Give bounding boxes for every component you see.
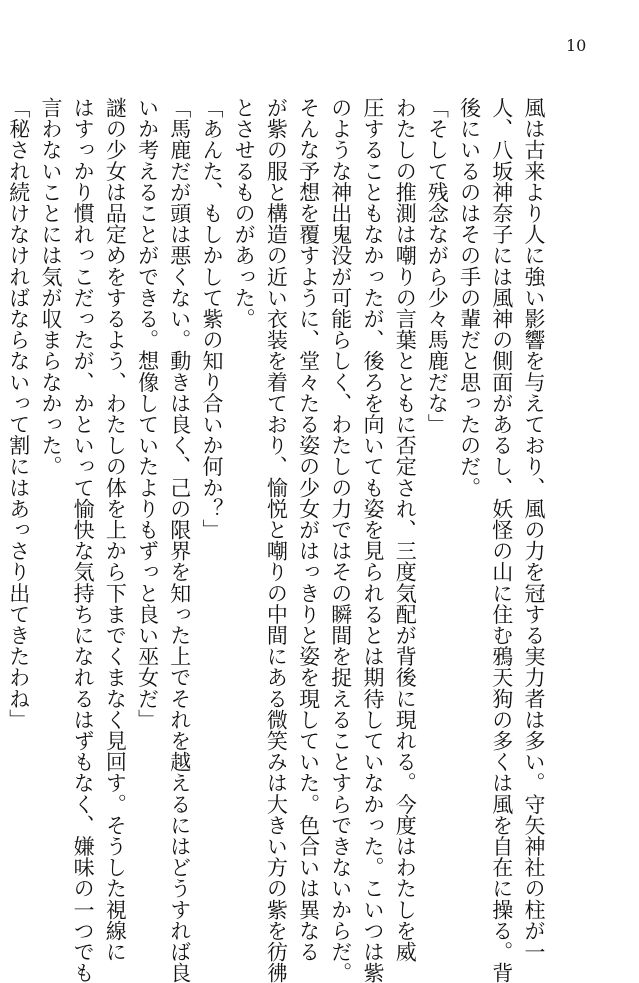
text-line: わたしの推測は嘲りの言葉とともに否定され、三度気配が背後に現れる。今度はわたしを威: [393, 97, 418, 963]
text-line: いか考えることができる。想像していたよりもずっと良い巫女だ」: [135, 97, 160, 730]
vertical-body-text: [6, 97, 550, 983]
page-number: 10: [566, 36, 587, 55]
text-line: 謎の少女は品定めをするよう、わたしの体を上から下までくまなく見回す。そうした視線に: [103, 97, 128, 963]
dialogue-line: 「秘され続けなければならないって割にはあっさり出てきたわね」: [6, 97, 31, 730]
dialogue-line: 「あんた、もしかして紫の知り合いか何か？」: [199, 97, 224, 541]
text-line: とさせるものがあった。: [232, 97, 257, 330]
text-line: 言わないことには気が収まらなかった。: [38, 97, 63, 477]
text-line: そんな予想を覆すように、堂々たる姿の少女がはっきりと姿を現していた。色合いは異なる: [296, 97, 321, 963]
text-line: はすっかり慣れっこだったが、かといって愉快な気持ちになれるはずもなく、嫌味の一つでも: [71, 97, 96, 983]
dialogue-line: 「馬鹿だが頭は悪くない。動きは良く、己の限界を知った上でそれを越えるにはどうすれば良: [167, 97, 192, 983]
text-line: のような神出鬼没が可能らしく、わたしの力ではその瞬間を捉えることすらできないからだ。: [328, 97, 353, 983]
text-line: 人、八坂神奈子には風神の側面があるし、妖怪の山に住む鴉天狗の多くは風を自在に操る。背: [489, 97, 514, 983]
text-line: が紫の服と構造の近い衣装を着ており、愉悦と嘲りの中間にある微笑みは大きい方の紫を彷彿: [264, 97, 289, 983]
text-line: 風は古来より人に強い影響を与えており、風の力を冠する実力者は多い。守矢神社の柱が一: [522, 97, 546, 963]
text-line: 圧することもなかったが、後ろを向いても姿を見られるとは期待していなかった。こいつは紫: [360, 97, 385, 983]
dialogue-line: 「そして残念ながら少々馬鹿だな」: [425, 97, 450, 435]
text-line: 後にいるのはその手の輩だと思ったのだ。: [457, 97, 482, 498]
